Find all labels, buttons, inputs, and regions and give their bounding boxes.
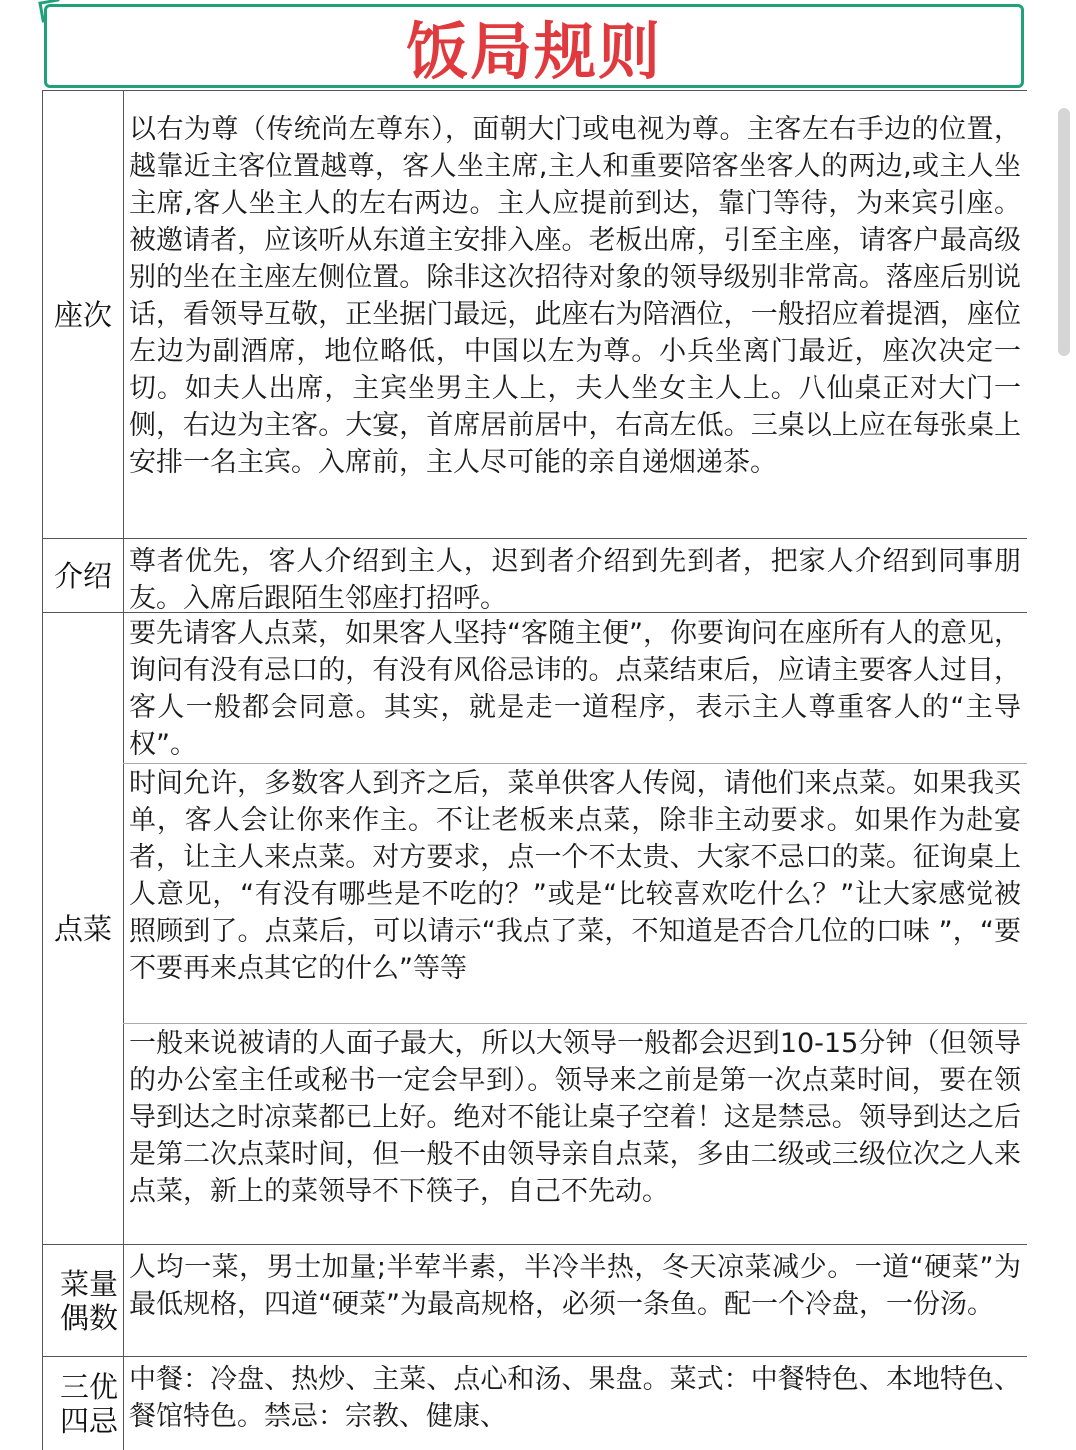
rules-table — [42, 90, 1026, 1450]
scrollbar-thumb[interactable] — [1058, 108, 1070, 356]
row-label: 座次 — [53, 297, 112, 332]
row-label: 点菜 — [53, 911, 112, 946]
table-row-preferences-taboos — [43, 1356, 1027, 1450]
row-label: 菜量偶数 — [59, 1266, 118, 1335]
row-text: 以右为尊（传统尚左尊东），面朝大门或电视为尊。主客左右手边的位置，越靠近主客位置越尊，客人坐主席,主人和重要陪客坐客人的两边,或主人坐主席,客人坐主人的左右两边。主人应提前到达，靠门等待，为来宾引座。被邀请者，应该听从东道主安排入座。老板出席，引至主座，请客户最高级别的坐在主座左侧位置。除非这次招待对象的领导级别非常高。落座后别说话，看领导互敬，正坐据门最远，此座右为陪酒位，一般招应着提酒，座位左边为副酒席，地位略低，中国以左为尊。小兵坐离门最近，座次决定一切。如夫人出席，主宾坐男主人上，夫人坐女主人上。八仙桌正对大门一侧，右边为主客。大宴，首席居前居中，右高左低。三桌以上应在每张桌上安排一名主宾。入席前，主人尽可能的亲自递烟递茶。 — [129, 114, 1021, 478]
row-label: 介绍 — [53, 558, 112, 593]
row-text: 尊者优先，客人介绍到主人，迟到者介绍到先到者，把家人介绍到同事朋友。入席后跟陌生邻座打招呼。 — [129, 546, 1021, 614]
row-text: 人均一菜，男士加量;半荤半素，半冷半热，冬天凉菜减少。一道“硬菜”为最低规格，四道“硬菜”为最高规格，必须一条鱼。配一个冷盘，一份汤。 — [129, 1252, 1021, 1320]
row-text: 中餐：冷盘、热炒、主菜、点心和汤、果盘。菜式：中餐特色、本地特色、餐馆特色。禁忌：宗教、健康、 — [129, 1364, 1021, 1432]
table-row-ordering — [43, 612, 1027, 1244]
ordering-part-2: 时间允许，多数客人到齐之后，菜单供客人传阅，请他们来点菜。如果我买单，客人会让你来作主。不让老板来点菜，除非主动要求。如果作为赴宴者，让主人来点菜。对方要求，点一个不太贵、大家不忌口的菜。征询桌上人意见，“有没有哪些是不吃的？”或是“比较喜欢吃什么？”让大家感觉被照顾到了。点菜后，可以请示“我点了菜，不知道是否合几位的口味 ”，“要不要再来点其它的什么”等等 — [129, 768, 1021, 984]
ordering-part-3: 一般来说被请的人面子最大，所以大领导一般都会迟到10-15分钟（但领导的办公室主任或秘书一定会早到）。领导来之前是第一次点菜时间，要在领导到达之时凉菜都已上好。绝对不能让桌子空着！这是禁忌。领导到达之后是第二次点菜时间，但一般不由领导亲自点菜，多由二级或三级位次之人来点菜，新上的菜领导不下筷子，自己不先动。 — [129, 1028, 1021, 1207]
table-row-dish-count — [43, 1244, 1027, 1356]
title-banner — [44, 4, 1024, 88]
page-title: 饭局规则 — [405, 14, 662, 88]
table-row-seating — [43, 90, 1027, 538]
ordering-part-1: 要先请客人点菜，如果客人坚持“客随主便”，你要询问在座所有人的意见，询问有没有忌口的，有没有风俗忌讳的。点菜结束后，应请主要客人过目，客人一般都会同意。其实，就是走一道程序，表示主人尊重客人的“主导权”。 — [129, 618, 1021, 760]
table-row-introduction — [43, 538, 1027, 612]
row-label: 三优四忌 — [59, 1369, 118, 1438]
